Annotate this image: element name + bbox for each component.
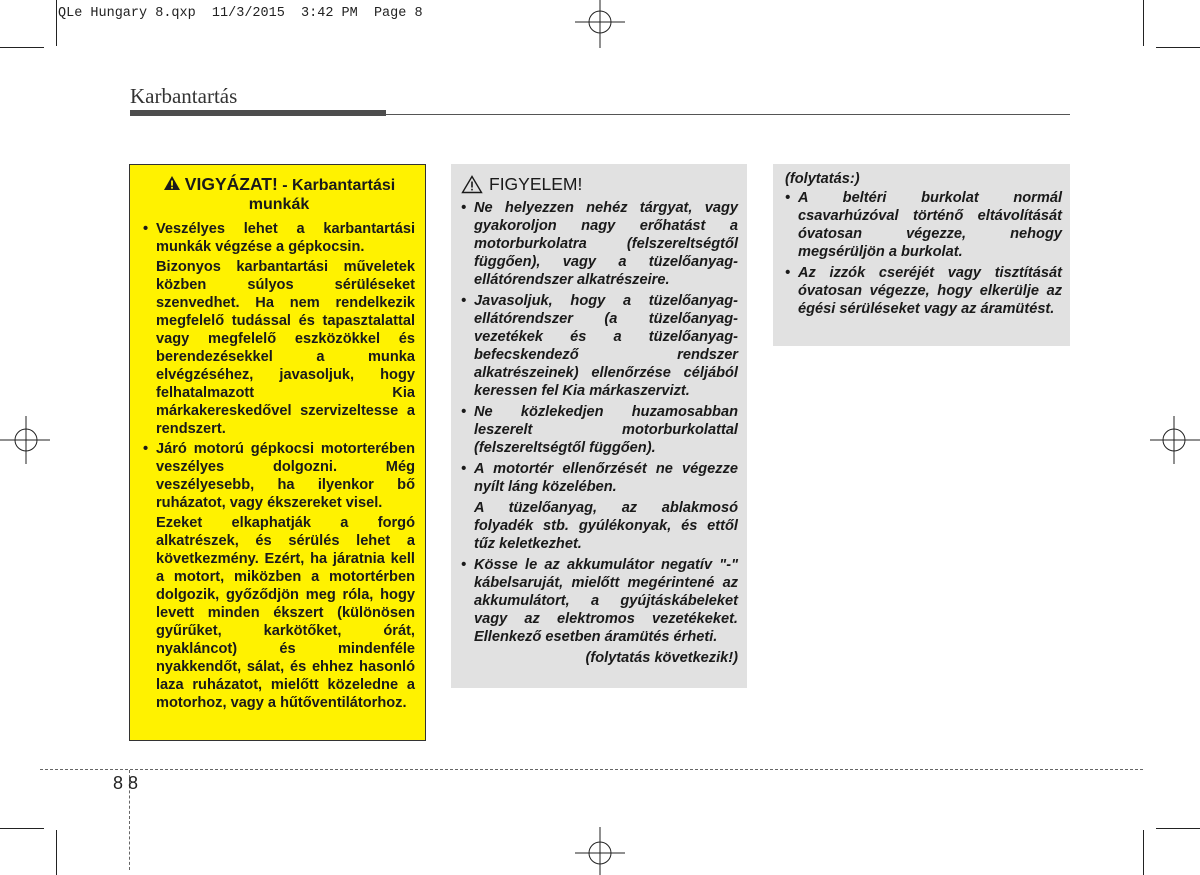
crop-mark <box>56 830 57 875</box>
caution-title: FIGYELEM! <box>489 174 583 194</box>
caution-heading <box>461 174 738 194</box>
continuation-bullet: • A beltéri burkolat normál csavarhúzóval történő eltávolítását óvatosan végezze, nehogy megsérüljön a burkolat. <box>785 189 1062 261</box>
caution-box <box>451 164 747 688</box>
caution-bullet: • Javasoljuk, hogy a tüzelőanyag-ellátórendszer (a tüzelőanyag-vezetékek és a tüzelőanyag-befecskendező rendszer alkatrészeinek) ellenőrzése céljából keressen fel Kia márkaszervizt. <box>461 292 738 400</box>
warning-bullet: • Járó motorú gépkocsi motorterében veszélyes dolgozni. Még veszélyesebb, ha ilyenkor bő ruházatot, vagy ékszereket visel. <box>143 440 415 512</box>
warning-paragraph: Ezeket elkaphatják a forgó alkatrészek, és sérülés lehet a következmény. Ezért, ha járatnia kell a motort, miközben a motortérben dolgozik, győződjön meg róla, hogy levett minden ékszert (különösen gyűrűket, karkötőket, órát, nyakláncot) és mindenféle nyakkendőt, sálat, és ehhez hasonló laza ruházatot, mielőtt közeledne a motorhoz, vagy a hűtőventilátorhoz. <box>156 515 415 711</box>
caution-bullet: • Ne helyezzen nehéz tárgyat, vagy gyakoroljon nagy erőhatást a motorburkolatra (felszereltségtől függően), vagy a tüzelőanyag-ellátórendszer alkatrészeire. <box>461 199 738 289</box>
warning-title: VIGYÁZAT! <box>184 174 278 194</box>
section-title: Karbantartás <box>130 84 238 108</box>
warning-paragraph: Bizonyos karbantartási műveletek közben súlyos sérüléseket szenvedhet. Ha nem rendelkezik megfelelő tudással és tapasztalattal vagy megfelelő eszközökkel és berendezésekkel a munka elvégzéséhez, javasoljuk, hogy felhatalmazott Kia márkakereskedővel szervizeltesse a rendszert. <box>156 259 415 437</box>
caution-bullet: • A motortér ellenőrzését ne végezze nyílt láng közelében. <box>461 460 738 496</box>
warning-subtitle: - Karbantartási munkák <box>248 177 396 213</box>
footer-rule <box>40 769 1143 770</box>
registration-mark-icon <box>0 410 50 470</box>
crop-mark <box>56 0 57 46</box>
warning-heading <box>143 175 415 214</box>
crop-mark <box>1143 0 1144 46</box>
crop-mark <box>0 47 44 48</box>
caution-bullet: • Kösse le az akkumulátor negatív "-" kábelsaruját, mielőtt megérintené az akkumulátort, a gyújtáskábeleket vagy az elektromos vezetékeket. Ellenkező esetben áramütés érheti. <box>461 556 738 646</box>
continuation-bullet: • Az izzók cseréjét vagy tisztítását óvatosan végezze, hogy elkerülje az égési sérüléseket vagy az áramütést. <box>785 264 1062 318</box>
caution-bullet: • Ne közlekedjen huzamosabban leszerelt motorburkolattal (felszereltségtől függően). <box>461 403 738 457</box>
crop-mark <box>1156 47 1200 48</box>
registration-mark-icon <box>570 827 630 875</box>
warning-triangle-icon <box>163 175 181 191</box>
caution-paragraph: A tüzelőanyag, az ablakmosó folyadék stb. gyúlékonyak, és ettől tűz keletkezhet. <box>474 500 738 552</box>
caution-triangle-icon <box>461 175 483 194</box>
crop-mark <box>1156 828 1200 829</box>
continuation-title: (folytatás:) <box>785 171 860 187</box>
header-rule-accent <box>130 110 386 116</box>
warning-box <box>129 164 426 741</box>
crop-mark <box>0 828 44 829</box>
continued-note: (folytatás következik!) <box>585 650 738 666</box>
continuation-box <box>773 164 1070 346</box>
crop-mark <box>1143 830 1144 875</box>
warning-bullet: • Veszélyes lehet a karbantartási munkák végzése a gépkocsin. <box>143 220 415 256</box>
page-number: 8 8 <box>113 773 139 793</box>
registration-mark-icon <box>570 0 630 50</box>
print-slug: QLe Hungary 8.qxp 11/3/2015 3:42 PM Page 8 <box>58 6 423 21</box>
registration-mark-icon <box>1150 410 1200 470</box>
